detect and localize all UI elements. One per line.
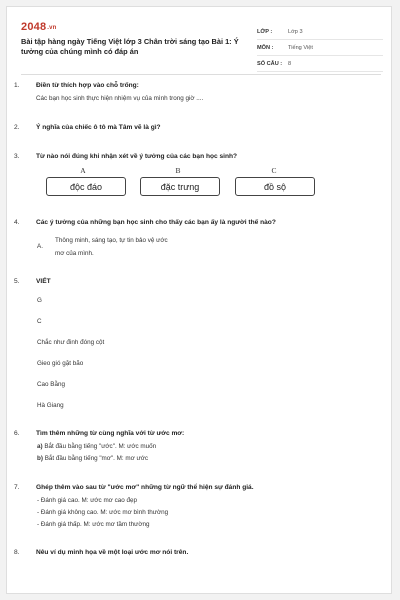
meta-subject-row xyxy=(257,40,383,56)
meta-count-value: 8 xyxy=(288,60,292,67)
header-divider xyxy=(21,74,381,75)
question-text: Tìm thêm những từ cùng nghĩa với từ ước mơ: xyxy=(36,430,185,437)
q6-line-a-lead: a) xyxy=(37,443,43,450)
answer-option-letter: A. xyxy=(37,243,43,250)
q7-line: - Đánh giá cao. M: ước mơ cao đẹp xyxy=(37,497,137,504)
q6-line-a-text: Bắt đầu bằng tiếng "ước". M: ước muốn xyxy=(44,443,157,450)
question-number: 1. xyxy=(14,82,20,89)
writing-item: Chắc như đinh đóng cột xyxy=(37,339,105,346)
meta-subject-value: Tiếng Việt xyxy=(288,44,313,51)
question-text: Ý nghĩa của chiếc ô tô mà Tâm vẽ là gì? xyxy=(36,124,161,131)
q6-line-b-text: Bắt đầu bằng tiếng "mơ". M: mơ ước xyxy=(44,455,149,462)
writing-item: C xyxy=(37,318,42,325)
choice-a-box[interactable]: độc đáo xyxy=(46,177,126,196)
question-text: Ghép thêm vào sau từ "ước mơ" những từ ngữ thể hiện sự đánh giá. xyxy=(36,484,254,491)
question-text: Điền từ thích hợp vào chỗ trống: xyxy=(36,82,139,89)
question-number: 2. xyxy=(14,124,20,131)
choice-c-letter: C xyxy=(271,166,277,175)
question-1-detail: Các bạn học sinh thực hiện nhiệm vụ của mình trong giờ .... xyxy=(36,95,204,102)
q7-line: - Đánh giá thấp. M: ước mơ tầm thường xyxy=(37,521,150,528)
q6-line-a xyxy=(37,443,156,450)
question-text: VIẾT xyxy=(36,278,51,285)
writing-item: Gieo gió gặt bão xyxy=(37,360,84,367)
question-number: 3. xyxy=(14,153,20,160)
question-text: Các ý tưởng của những bạn học sinh cho thấy các bạn ấy là người thế nào? xyxy=(36,219,276,226)
writing-item: Cao Bằng xyxy=(37,381,66,388)
answer-option-line-1: Thông minh, sáng tạo, tự tin bảo vệ ước xyxy=(55,237,168,244)
meta-count-label: SỐ CÂU : xyxy=(257,60,283,67)
choice-a-letter: A xyxy=(80,166,86,175)
meta-grade-row xyxy=(257,24,383,40)
worksheet-meta xyxy=(257,24,383,72)
choice-c-box[interactable]: đồ sộ xyxy=(235,177,315,196)
writing-item: G xyxy=(37,297,42,304)
q6-line-b-lead: b) xyxy=(37,455,43,462)
question-number: 7. xyxy=(14,484,20,491)
logo-text: 2048 xyxy=(21,21,47,33)
writing-item: Hà Giang xyxy=(37,402,64,409)
meta-subject-label: MÔN : xyxy=(257,44,274,51)
meta-grade-label: LỚP : xyxy=(257,28,273,35)
q6-line-b xyxy=(37,455,148,462)
question-text: Nêu ví dụ minh họa về một loại ước mơ nói trên. xyxy=(36,549,189,556)
meta-grade-value: Lớp 3 xyxy=(288,28,303,35)
question-number: 6. xyxy=(14,430,20,437)
choice-b-box[interactable]: đặc trưng xyxy=(140,177,220,196)
q7-line: - Đánh giá không cao. M: ước mơ bình thường xyxy=(37,509,169,516)
choice-b-letter: B xyxy=(175,166,181,175)
question-number: 4. xyxy=(14,219,20,226)
question-number: 5. xyxy=(14,278,20,285)
logo-domain: .vn xyxy=(47,25,57,31)
question-text: Từ nào nói đúng khi nhận xét về ý tưởng của các bạn học sinh? xyxy=(36,153,238,160)
page-title: Bài tập hàng ngày Tiếng Việt lớp 3 Chân trời sáng tạo Bài 1: Ý tưởng của chúng mình có đáp án xyxy=(21,37,239,56)
meta-count-row xyxy=(257,56,383,72)
question-number: 8. xyxy=(14,549,20,556)
site-logo[interactable] xyxy=(21,21,57,33)
answer-option-line-2: mơ của mình. xyxy=(55,250,94,257)
